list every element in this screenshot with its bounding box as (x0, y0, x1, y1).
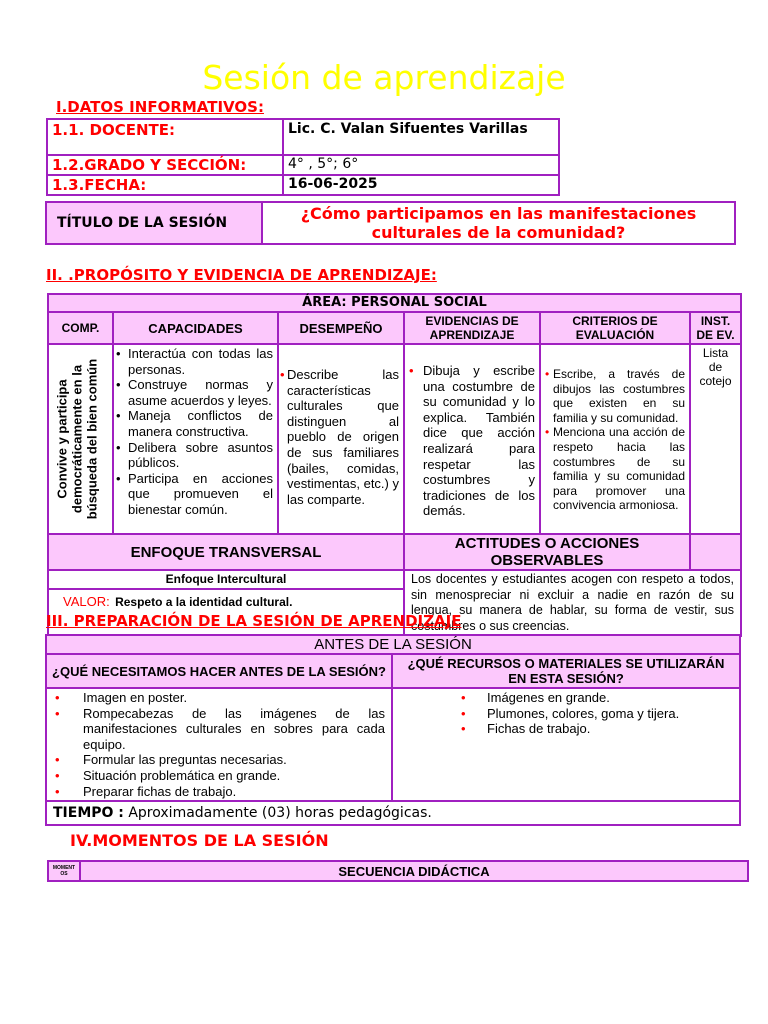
area-label: ÁREA: PERSONAL SOCIAL (48, 294, 741, 312)
capacidades-cell (113, 344, 278, 534)
hacer-item: • Preparar fichas de trabajo. (55, 784, 385, 800)
header-comp: COMP. (48, 312, 113, 344)
grado-value: 4° , 5°; 6° (283, 155, 559, 175)
hacer-cell (46, 688, 392, 801)
momentos-table (47, 860, 749, 882)
recursos-cell (392, 688, 740, 801)
recurso-item: • Fichas de trabajo. (461, 721, 735, 737)
docente-value: Lic. C. Valan Sifuentes Varillas (283, 119, 559, 155)
valor-text: Respeto a la identidad cultural. (115, 595, 293, 609)
desempeno-cell (278, 344, 404, 534)
fecha-label: 1.3.FECHA: (47, 175, 283, 195)
instrumento-cell: Lista de cotejo (690, 344, 741, 534)
fecha-value: 16-06-2025 (283, 175, 559, 195)
criterio-item: • Menciona una acción de respeto hacia las costumbres de su familia y su comunidad para promover una convivencia armoniosa. (545, 425, 685, 513)
hacer-item: • Formular las preguntas necesarias. (55, 752, 385, 768)
capacidad-item: • Participa en acciones que promueven el bienestar común. (116, 471, 273, 518)
enfoque-header: ENFOQUE TRANSVERSAL (48, 534, 404, 570)
section3-heading: III. PREPARACIÓN DE LA SESIÓN DE APRENDIZAJE (46, 612, 462, 630)
titulo-label: TÍTULO DE LA SESIÓN (46, 202, 262, 244)
page-title: Sesión de aprendizaje (202, 58, 566, 97)
criterio-item: • Escribe, a través de dibujos las costumbres que existen en su familia y su comunidad. (545, 367, 685, 425)
capacidad-item: • Maneja conflictos de manera constructiva. (116, 408, 273, 439)
titulo-value: ¿Cómo participamos en las manifestaciones culturales de la comunidad? (262, 202, 735, 244)
secuencia-label: SECUENCIA DIDÁCTICA (80, 861, 748, 881)
header-desempeno: DESEMPEÑO (278, 312, 404, 344)
recurso-item: • Imágenes en grande. (461, 690, 735, 706)
proposito-table (47, 293, 742, 637)
header-evidencias: EVIDENCIAS DE APRENDIZAJE (404, 312, 540, 344)
enfoque-text: Enfoque Intercultural (49, 571, 403, 590)
grado-label: 1.2.GRADO Y SECCIÓN: (47, 155, 283, 175)
header-capacidades: CAPACIDADES (113, 312, 278, 344)
actitudes-text: Los docentes y estudiantes acogen con respeto a todos, sin menospreciar ni excluir a nadie en razón de su lengua, su manera de hablar, su forma de vestir, sus costumbres o sus creencias. (404, 570, 741, 636)
valor-label: VALOR: (63, 594, 110, 609)
capacidad-item: • Delibera sobre asuntos públicos. (116, 440, 273, 471)
tiempo-cell (46, 801, 740, 825)
header-inst: INST. DE EV. (690, 312, 741, 344)
datos-table (46, 118, 560, 196)
hacer-item: • Situación problemática en grande. (55, 768, 385, 784)
tiempo-label: TIEMPO : (53, 805, 124, 822)
section4-heading: IV.MOMENTOS DE LA SESIÓN (70, 831, 329, 850)
section2-heading: II. .PROPÓSITO Y EVIDENCIA DE APRENDIZAJE: (46, 266, 437, 284)
evidencias-cell (404, 344, 540, 534)
docente-label: 1.1. DOCENTE: (47, 119, 283, 155)
momentos-label: MOMENTOS (48, 861, 80, 881)
competencia-text: Convive y participa democráticamente en la búsqueda del bien común (54, 358, 99, 520)
hacer-item: • Imagen en poster. (55, 690, 385, 706)
header-criterios: CRITERIOS DE EVALUACIÓN (540, 312, 690, 344)
hacer-item: • Rompecabezas de las imágenes de las manifestaciones culturales en sobres para cada equipo. (55, 706, 385, 753)
capacidad-item: • Interactúa con todas las personas. (116, 346, 273, 377)
header-blank (690, 534, 741, 570)
q2-label: ¿QUÉ RECURSOS O MATERIALES SE UTILIZARÁN EN ESTA SESIÓN? (392, 654, 740, 688)
criterios-cell (540, 344, 690, 534)
antes-label: ANTES DE LA SESIÓN (46, 635, 740, 654)
capacidad-item: • Construye normas y asume acuerdos y leyes. (116, 377, 273, 408)
competencia-cell (48, 344, 113, 534)
section1-heading: I.DATOS INFORMATIVOS: (56, 98, 264, 116)
q1-label: ¿QUÉ NECESITAMOS HACER ANTES DE LA SESIÓN? (46, 654, 392, 688)
recurso-item: • Plumones, colores, goma y tijera. (461, 706, 735, 722)
actitudes-header: ACTITUDES O ACCIONES OBSERVABLES (404, 534, 690, 570)
titulo-table (45, 201, 736, 245)
evidencias-text: • Dibuja y escribe una costumbre de su comunidad y lo explica. También dice que acción realizará para respetar las costumbres y tradiciones de los demás. (409, 363, 535, 519)
preparacion-table (45, 634, 741, 826)
tiempo-text: Aproximadamente (03) horas pedagógicas. (128, 805, 432, 822)
desempeno-text: • Describe las características culturales que distinguen al pueblo de origen de sus familiares (bailes, comidas, vestimentas, etc.) y las comparte. (280, 367, 399, 507)
